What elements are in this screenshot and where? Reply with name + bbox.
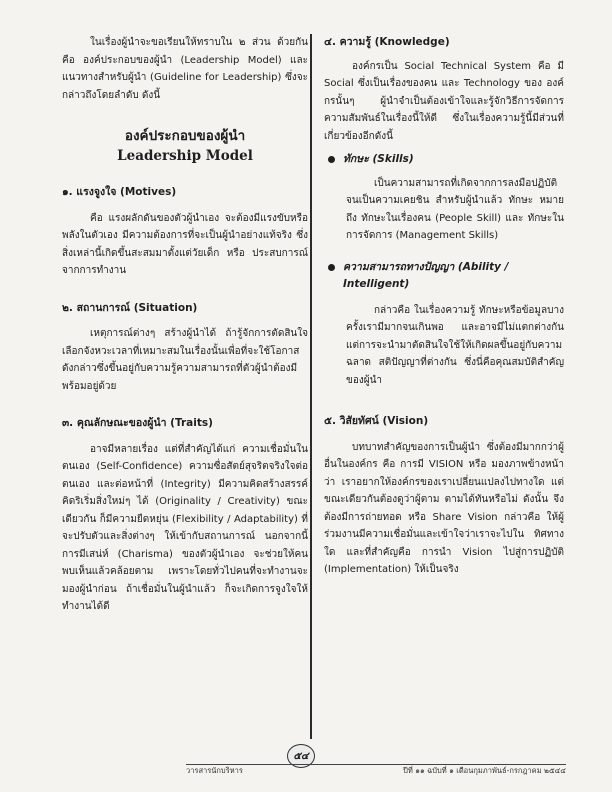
ability-label: ความสามารถทางปัญญา (Ability / Intelligent) xyxy=(343,260,509,290)
heading-traits: ๓. คุณลักษณะของผู้นำ (Traits) xyxy=(62,417,213,429)
body-knowledge: องค์กรเป็น Social Technical System คือ มี Social ซึ่งเป็นเรื่องของคน และ Technology ของ องค์กรนั้นๆ ผู้นำจำเป็นต้องเข้าใจและรู้จักวิธีการจัดการความสัมพันธ์ในเรื่องนี้ให้ดี ซึ่งในเรื่องความรู้นี้มีส่วนที่เกี่ยวข้องอีกดังนี้ xyxy=(324,60,564,142)
bullet-icon xyxy=(328,156,335,163)
subheading-ability xyxy=(324,259,564,294)
heading-knowledge: ๔. ความรู้ (Knowledge) xyxy=(324,36,450,48)
heading-motives: ๑. แรงจูงใจ (Motives) xyxy=(62,186,177,198)
body-motives: คือ แรงผลักดันของตัวผู้นำเอง จะต้องมีแรงขับหรือพลังในตัวเอง มีความต้องการที่จะเป็นผู้นำอย่างแท้จริง ซึ่งสิ่งเหล่านี้เกิดขึ้นสะสมมาตั้งแต่วัยเด็ก หรือ ประสบการณ์จากการทำงาน xyxy=(62,212,308,276)
page-footer xyxy=(186,764,566,778)
skills-label: ทักษะ (Skills) xyxy=(343,153,414,165)
footer-journal: วารสารนักบริหาร xyxy=(186,766,243,775)
body-situation: เหตุการณ์ต่างๆ สร้างผู้นำได้ ถ้ารู้จักการตัดสินใจเลือกจังหวะเวลาที่เหมาะสมในเรื่องนั้นเพื่อที่จะใช้โอกาสดังกล่าวซึ่งขึ้นอยู่กับความรู้ความสามารถที่ตัวผู้นำต้องมีพร้อมอยู่ด้วย xyxy=(62,328,308,392)
body-skills: เป็นความสามารถที่เกิดจากการลงมือปฏิบัติจนเป็นความเคยชิน สำหรับผู้นำแล้ว ทักษะ หมายถึง ทักษะในเรื่องคน (People Skill) และ ทักษะในการจัดการ (Management Skills) xyxy=(346,177,564,241)
right-column xyxy=(324,34,564,579)
body-ability: กล่าวคือ ในเรื่องความรู้ ทักษะหรือข้อมูลบางครั้งเรามีมากจนเกินพอ และอาจมีไม่แตกต่างกัน แต่การจะนำมาตัดสินใจใช้ให้เกิดผลขึ้นอยู่กับความฉลาด สติปัญญาที่ต่างกัน ซึ่งนี่คือคุณสมบัติสำคัญของผู้นำ xyxy=(346,304,564,386)
page-number-badge: ๕๔ xyxy=(287,744,315,768)
heading-situation: ๒. สถานการณ์ (Situation) xyxy=(62,301,198,314)
bullet-icon xyxy=(328,264,335,271)
body-vision: บทบาทสำคัญของการเป็นผู้นำ ซึ่งต้องมีมากกว่าผู้อื่นในองค์กร คือ การมี VISION หรือ มองภาพข้างหน้าว่า เราอยากให้องค์กรของเราเปลี่ยนแปลงไปทางใด แต่ขณะเดียวกันต้องดูว่าผู้ตาม ตามได้ทันหรือไม่ ดังนั้น จึงต้องมีการถ่ายทอด หรือ Share Vision กล่าวคือ ให้ผู้ร่วมงานมีความเชื่อมั่นและเข้าใจว่าเราจะไปใน ทิศทางใด และที่สำคัญคือ การนำ Vision ไปสู่การปฏิบัติ (Implementation) ให้เป็นจริง xyxy=(324,441,564,575)
section-title-english: Leadership Model xyxy=(117,148,253,164)
subheading-skills xyxy=(324,151,564,169)
footer-issue: ปีที่ ๑๑ ฉบับที่ ๑ เดือนกุมภาพันธ์-กรกฎาคม ๒๕๔๔ xyxy=(403,766,566,775)
intro-paragraph: ในเรื่องผู้นำจะขอเรียนให้ทราบใน ๒ ส่วน ด้วยกันคือ องค์ประกอบของผู้นำ (Leadership Model) และแนวทางสำหรับผู้นำ (Guideline for Leadership) ซึ่งจะกล่าวถึงโดยลำดับ ดังนี้ xyxy=(62,37,308,101)
left-column xyxy=(62,34,308,616)
body-traits: อาจมีหลายเรื่อง แต่ที่สำคัญได้แก่ ความเชื่อมั่นในตนเอง (Self-Confidence) ความซื่อสัตย์สุจริตจริงใจต่อตนเอง และต่อหน้าที่ (Integrity) มีความคิดสร้างสรรค์ คิดริเริ่มสิ่งใหม่ๆ ได้ (Originality / Creativity) ขณะเดียวกัน ก็มีความยืดหยุ่น (Flexibility / Adaptability) ที่จะปรับตัวและสิ่งต่างๆ ให้เข้ากับสถานการณ์ นอกจากนี้ การมีเสน่ห์ (Charisma) ของตัวผู้นำเอง จะช่วยให้คนพบเห็นแล้วคล้อยตาม เพราะโดยทั่วไปคนที่จะทำงานจะมองผู้นำก่อน ถ้าเชื่อมั่นในผู้นำแล้ว ก็จะเกิดการจูงใจให้ทำงานได้ดี xyxy=(62,443,308,612)
section-title-thai: องค์ประกอบของผู้นำ xyxy=(124,128,246,144)
footer-rule xyxy=(186,764,566,765)
heading-vision: ๕. วิสัยทัศน์ (Vision) xyxy=(324,415,429,427)
